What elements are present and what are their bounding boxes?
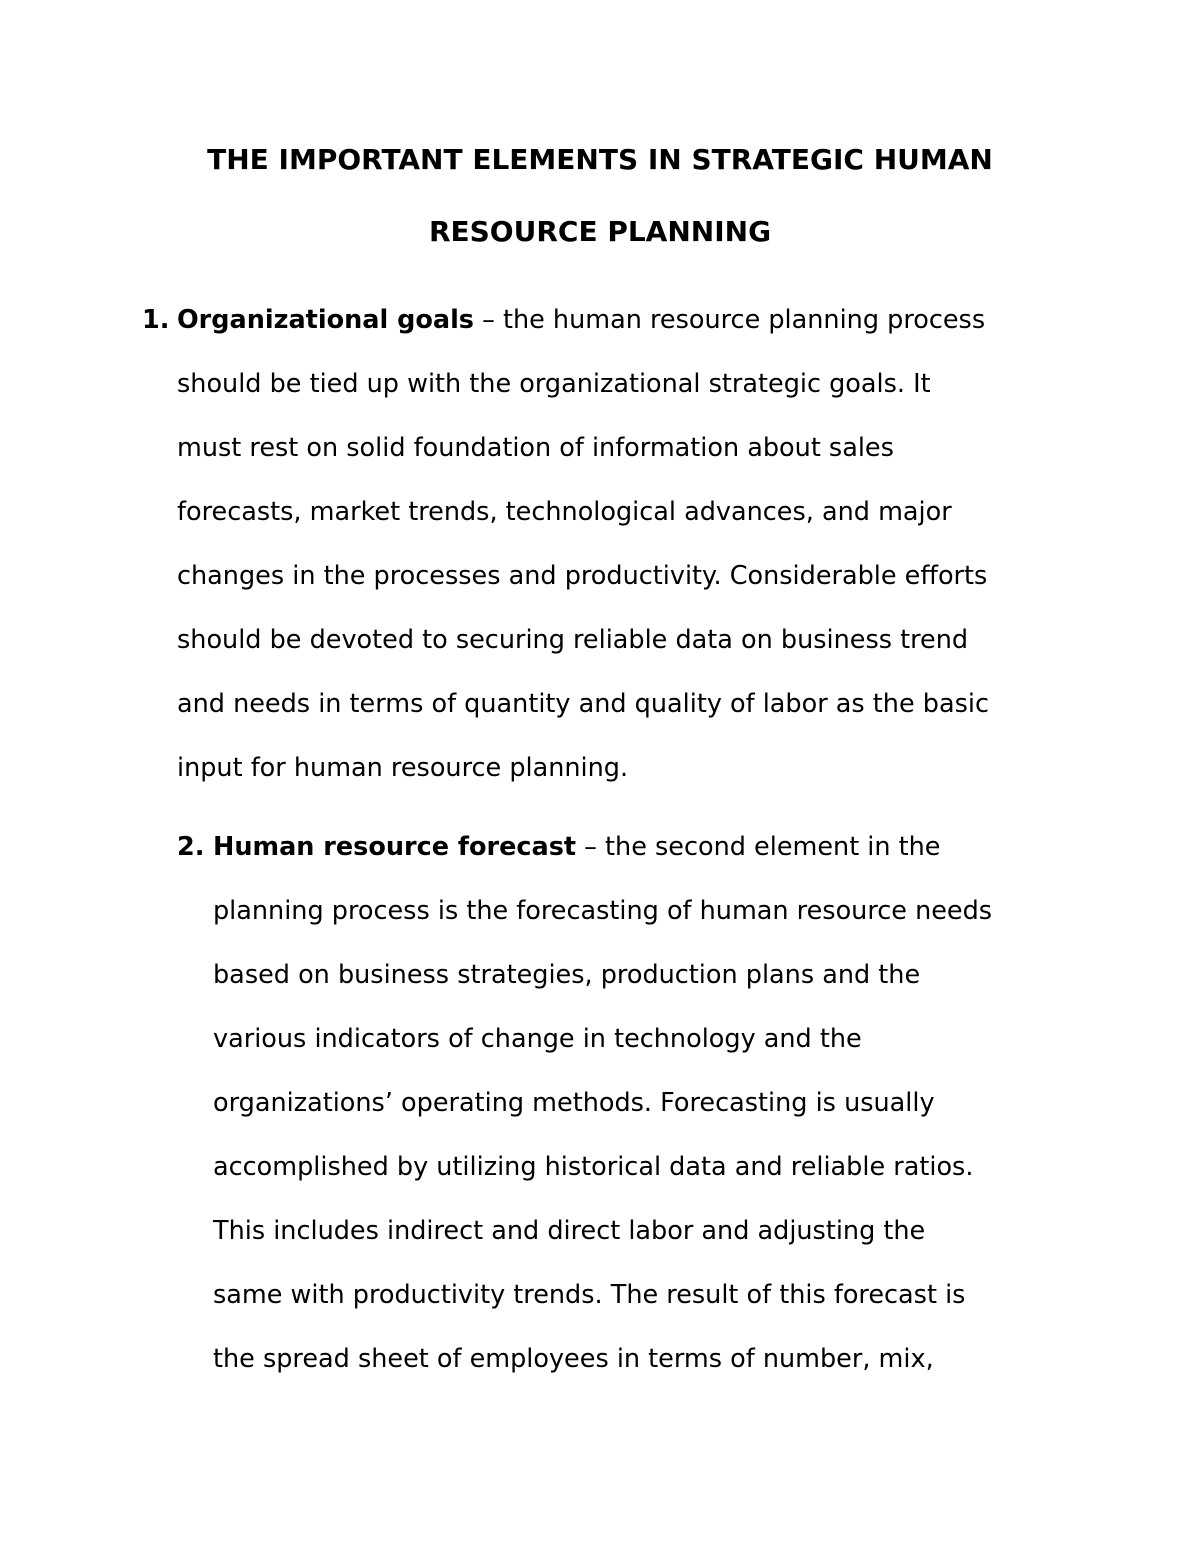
list-item-heading: Human resource forecast (213, 832, 577, 862)
list-item-number: 1. (142, 305, 170, 335)
document-title-line-2: RESOURCE PLANNING (428, 215, 772, 248)
paragraph-line: should be devoted to securing reliable data on business trend (177, 625, 969, 655)
paragraph-line: changes in the processes and productivity. Considerable efforts (177, 561, 988, 591)
list-item-first-line-text: – the human resource planning process (474, 305, 986, 335)
paragraph-line: based on business strategies, production plans and the (213, 960, 921, 990)
paragraph-line: and needs in terms of quantity and quality of labor as the basic (177, 689, 989, 719)
paragraph-line: This includes indirect and direct labor and adjusting the (213, 1216, 926, 1246)
list-item-heading: Organizational goals (177, 305, 474, 335)
list-item-first-line-text: – the second element in the (576, 832, 941, 862)
paragraph-line: various indicators of change in technology and the (213, 1024, 862, 1054)
paragraph-line: accomplished by utilizing historical data and reliable ratios. (213, 1152, 974, 1182)
paragraph-line: should be tied up with the organizational strategic goals. It (177, 369, 931, 399)
list-item-number: 2. (177, 832, 205, 862)
paragraph-line: the spread sheet of employees in terms of number, mix, (213, 1344, 934, 1374)
paragraph-line: must rest on solid foundation of information about sales (177, 433, 894, 463)
list-item-first-line (213, 831, 941, 863)
paragraph-line: same with productivity trends. The result of this forecast is (213, 1280, 966, 1310)
document-title-line-1: THE IMPORTANT ELEMENTS IN STRATEGIC HUMAN (207, 143, 993, 176)
paragraph-line: forecasts, market trends, technological advances, and major (177, 497, 952, 527)
list-item-first-line (177, 304, 985, 336)
paragraph-line: input for human resource planning. (177, 753, 629, 783)
paragraph-line: planning process is the forecasting of human resource needs (213, 896, 993, 926)
paragraph-line: organizations’ operating methods. Forecasting is usually (213, 1088, 935, 1118)
